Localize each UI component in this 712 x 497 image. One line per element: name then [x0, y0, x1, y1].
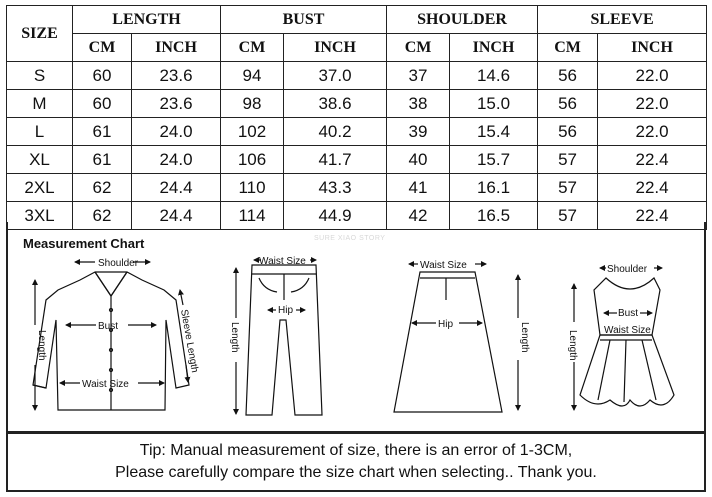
value-cell: 62 [73, 202, 132, 230]
unit-cm: CM [221, 34, 284, 62]
skirt-hip-label: Hip [438, 319, 454, 330]
value-cell: 22.0 [598, 118, 707, 146]
table-row [7, 174, 707, 202]
value-cell: 22.4 [598, 174, 707, 202]
value-cell: 56 [538, 90, 598, 118]
value-cell: 23.6 [132, 90, 221, 118]
pants-waist-label: Waist Size [259, 256, 306, 267]
pants-length-label: Length [229, 322, 240, 353]
value-cell: 24.0 [132, 146, 221, 174]
value-cell: 102 [221, 118, 284, 146]
skirt-length-label: Length [519, 322, 530, 353]
value-cell: 56 [538, 62, 598, 90]
dress-waist-label: Waist Size [604, 325, 651, 336]
shirt-sleeve-label: Sleeve Length [178, 308, 200, 374]
unit-inch: INCH [598, 34, 707, 62]
shirt-waist-label: Waist Size [82, 379, 129, 390]
size-cell: M [7, 90, 73, 118]
watermark: SURE XIAO STORY [314, 235, 386, 242]
table-row [7, 62, 707, 90]
size-cell: XL [7, 146, 73, 174]
value-cell: 110 [221, 174, 284, 202]
unit-cm: CM [387, 34, 450, 62]
value-cell: 56 [538, 118, 598, 146]
chart-title: Measurement Chart [23, 236, 145, 251]
value-cell: 22.0 [598, 62, 707, 90]
value-cell: 15.0 [450, 90, 538, 118]
value-cell: 40 [387, 146, 450, 174]
shirt-length-label: Length [36, 330, 47, 361]
table-row [7, 90, 707, 118]
value-cell: 24.4 [132, 202, 221, 230]
value-cell: 41 [387, 174, 450, 202]
unit-inch: INCH [284, 34, 387, 62]
value-cell: 60 [73, 62, 132, 90]
value-cell: 38.6 [284, 90, 387, 118]
bust-header: BUST [221, 6, 387, 34]
value-cell: 40.2 [284, 118, 387, 146]
shoulder-header: SHOULDER [387, 6, 538, 34]
value-cell: 57 [538, 146, 598, 174]
value-cell: 60 [73, 90, 132, 118]
value-cell: 22.0 [598, 90, 707, 118]
unit-cm: CM [538, 34, 598, 62]
sleeve-header: SLEEVE [538, 6, 707, 34]
value-cell: 37.0 [284, 62, 387, 90]
value-cell: 24.0 [132, 118, 221, 146]
value-cell: 114 [221, 202, 284, 230]
length-header: LENGTH [73, 6, 221, 34]
size-cell: S [7, 62, 73, 90]
dress-shoulder-label: Shoulder [607, 264, 648, 275]
size-table [6, 5, 707, 230]
value-cell: 61 [73, 118, 132, 146]
tip-line-2: Please carefully compare the size chart when selecting.. Thank you. [115, 464, 597, 481]
value-cell: 15.4 [450, 118, 538, 146]
value-cell: 37 [387, 62, 450, 90]
value-cell: 23.6 [132, 62, 221, 90]
unit-inch: INCH [132, 34, 221, 62]
shirt-shoulder-label: Shoulder [98, 258, 139, 269]
shirt-bust-label: Bust [98, 321, 119, 332]
value-cell: 38 [387, 90, 450, 118]
size-cell: 2XL [7, 174, 73, 202]
size-cell: 3XL [7, 202, 73, 230]
dress-length-label: Length [567, 330, 578, 361]
value-cell: 16.1 [450, 174, 538, 202]
unit-cm: CM [73, 34, 132, 62]
value-cell: 14.6 [450, 62, 538, 90]
tip-line-1: Tip: Manual measurement of size, there is an error of 1-3CM, [139, 442, 573, 459]
table-row [7, 118, 707, 146]
size-header: SIZE [7, 6, 73, 62]
skirt-waist-label: Waist Size [420, 260, 467, 271]
value-cell: 106 [221, 146, 284, 174]
value-cell: 62 [73, 174, 132, 202]
value-cell: 22.4 [598, 202, 707, 230]
value-cell: 39 [387, 118, 450, 146]
table-row [7, 146, 707, 174]
dress-bust-label: Bust [618, 308, 639, 319]
value-cell: 98 [221, 90, 284, 118]
value-cell: 57 [538, 202, 598, 230]
measurement-chart [6, 222, 706, 433]
value-cell: 15.7 [450, 146, 538, 174]
value-cell: 41.7 [284, 146, 387, 174]
pants-hip-label: Hip [278, 305, 294, 316]
tip-box [6, 433, 706, 492]
value-cell: 57 [538, 174, 598, 202]
value-cell: 22.4 [598, 146, 707, 174]
value-cell: 43.3 [284, 174, 387, 202]
unit-inch: INCH [450, 34, 538, 62]
size-cell: L [7, 118, 73, 146]
value-cell: 24.4 [132, 174, 221, 202]
value-cell: 61 [73, 146, 132, 174]
value-cell: 44.9 [284, 202, 387, 230]
value-cell: 42 [387, 202, 450, 230]
value-cell: 94 [221, 62, 284, 90]
value-cell: 16.5 [450, 202, 538, 230]
